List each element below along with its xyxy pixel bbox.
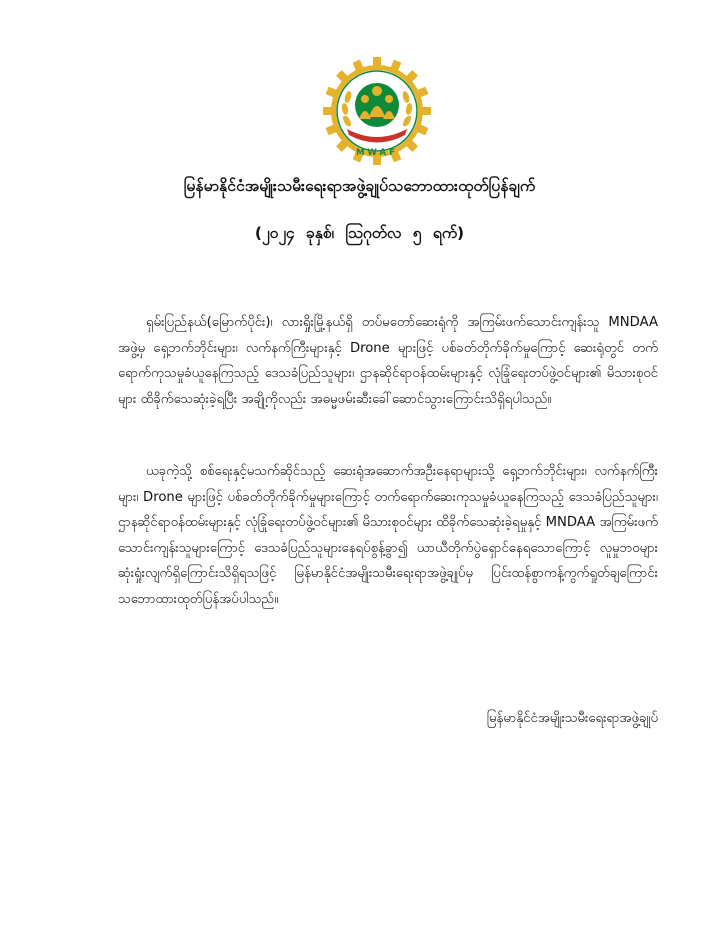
statement-title: မြန်မာနိုင်ငံအမျိုးသမီးရေးရာအဖွဲ့ချုပ်သဘောထားထုတ်ပြန်ချက် <box>183 177 536 195</box>
mwaf-logo <box>321 55 433 167</box>
mwaf-emblem-icon <box>321 55 433 167</box>
statement-date: (၂၀၂၄ ခုနှစ်၊ ဩဂုတ်လ ၅ ရက်) <box>254 224 465 242</box>
logo-lettering: MWAF <box>356 148 398 158</box>
signature: မြန်မာနိုင်ငံအမျိုးသမီးရေးရာအဖွဲ့ချုပ် <box>486 711 658 726</box>
statement-paragraph-1: ရှမ်းပြည်နယ်(မြောက်ပိုင်း)၊ လားရှိုးမြို့နယ်ရှိ တပ်မတော်ဆေးရုံကို အကြမ်းဖက်သောင်းကျန်းသူ MNDAA အဖွဲ့မှ ရှေ့ဘက်ဘိုင်းများ၊ လက်နက်ကြီးများနှင့် Drone များဖြင့် ပစ်ခတ်တိုက်ခိုက်မှုကြောင့် ဆေးရုံတွင် တက်ရောက်ကုသမှုခံယူနေကြသည့် ဒေသခံပြည်သူများ၊ ဌာနဆိုင်ရာဝန်ထမ်းများနှင့် လုံခြုံရေးတပ်ဖွဲ့ဝင်များ၏ မိသားစုဝင်များ ထိခိုက်သေဆုံးခဲ့ရပြီး အချို့ကိုလည်း အဓမ္မဖမ်းဆီးခေါ်ဆောင်သွားကြောင်းသိရှိရပါသည်။ <box>118 315 658 407</box>
statement-paragraph-2: ယခုကဲ့သို့ စစ်ရေးနှင့်မသက်ဆိုင်သည့် ဆေးရုံအဆောက်အဦးနေရာများသို့ ရှေ့ဘက်ဘိုင်းများ၊ လက်နက်ကြီးများ၊ Drone များဖြင့် ပစ်ခတ်တိုက်ခိုက်မှုများကြောင့် တက်ရောက်ဆေးကုသမှုခံယူနေကြသည့် ဒေသခံပြည်သူများ၊ ဌာနဆိုင်ရာဝန်ထမ်းများနှင့် လုံခြုံရေးတပ်ဖွဲ့ဝင်များ၏ မိသားစုဝင်များ ထိခိုက်သေဆုံးခဲ့ရမှုနှင့် MNDAA အကြမ်းဖက်သောင်းကျန်းသူများကြောင့် ဒေသခံပြည်သူများနေရပ်စွန့်ခွာ၍ ယာယီတိုက်ပွဲရှောင်နေရသောကြောင့် လူမှုဘဝများဆုံးရှုံးလျက်ရှိကြောင်းသိရှိရသဖြင့် မြန်မာနိုင်ငံအမျိုးသမီးရေးရာအဖွဲ့ချုပ်မှ ပြင်းထန်စွာကန့်ကွက်ရှုတ်ချကြောင်း သဘောထားထုတ်ပြန်အပ်ပါသည်။ <box>118 464 658 607</box>
